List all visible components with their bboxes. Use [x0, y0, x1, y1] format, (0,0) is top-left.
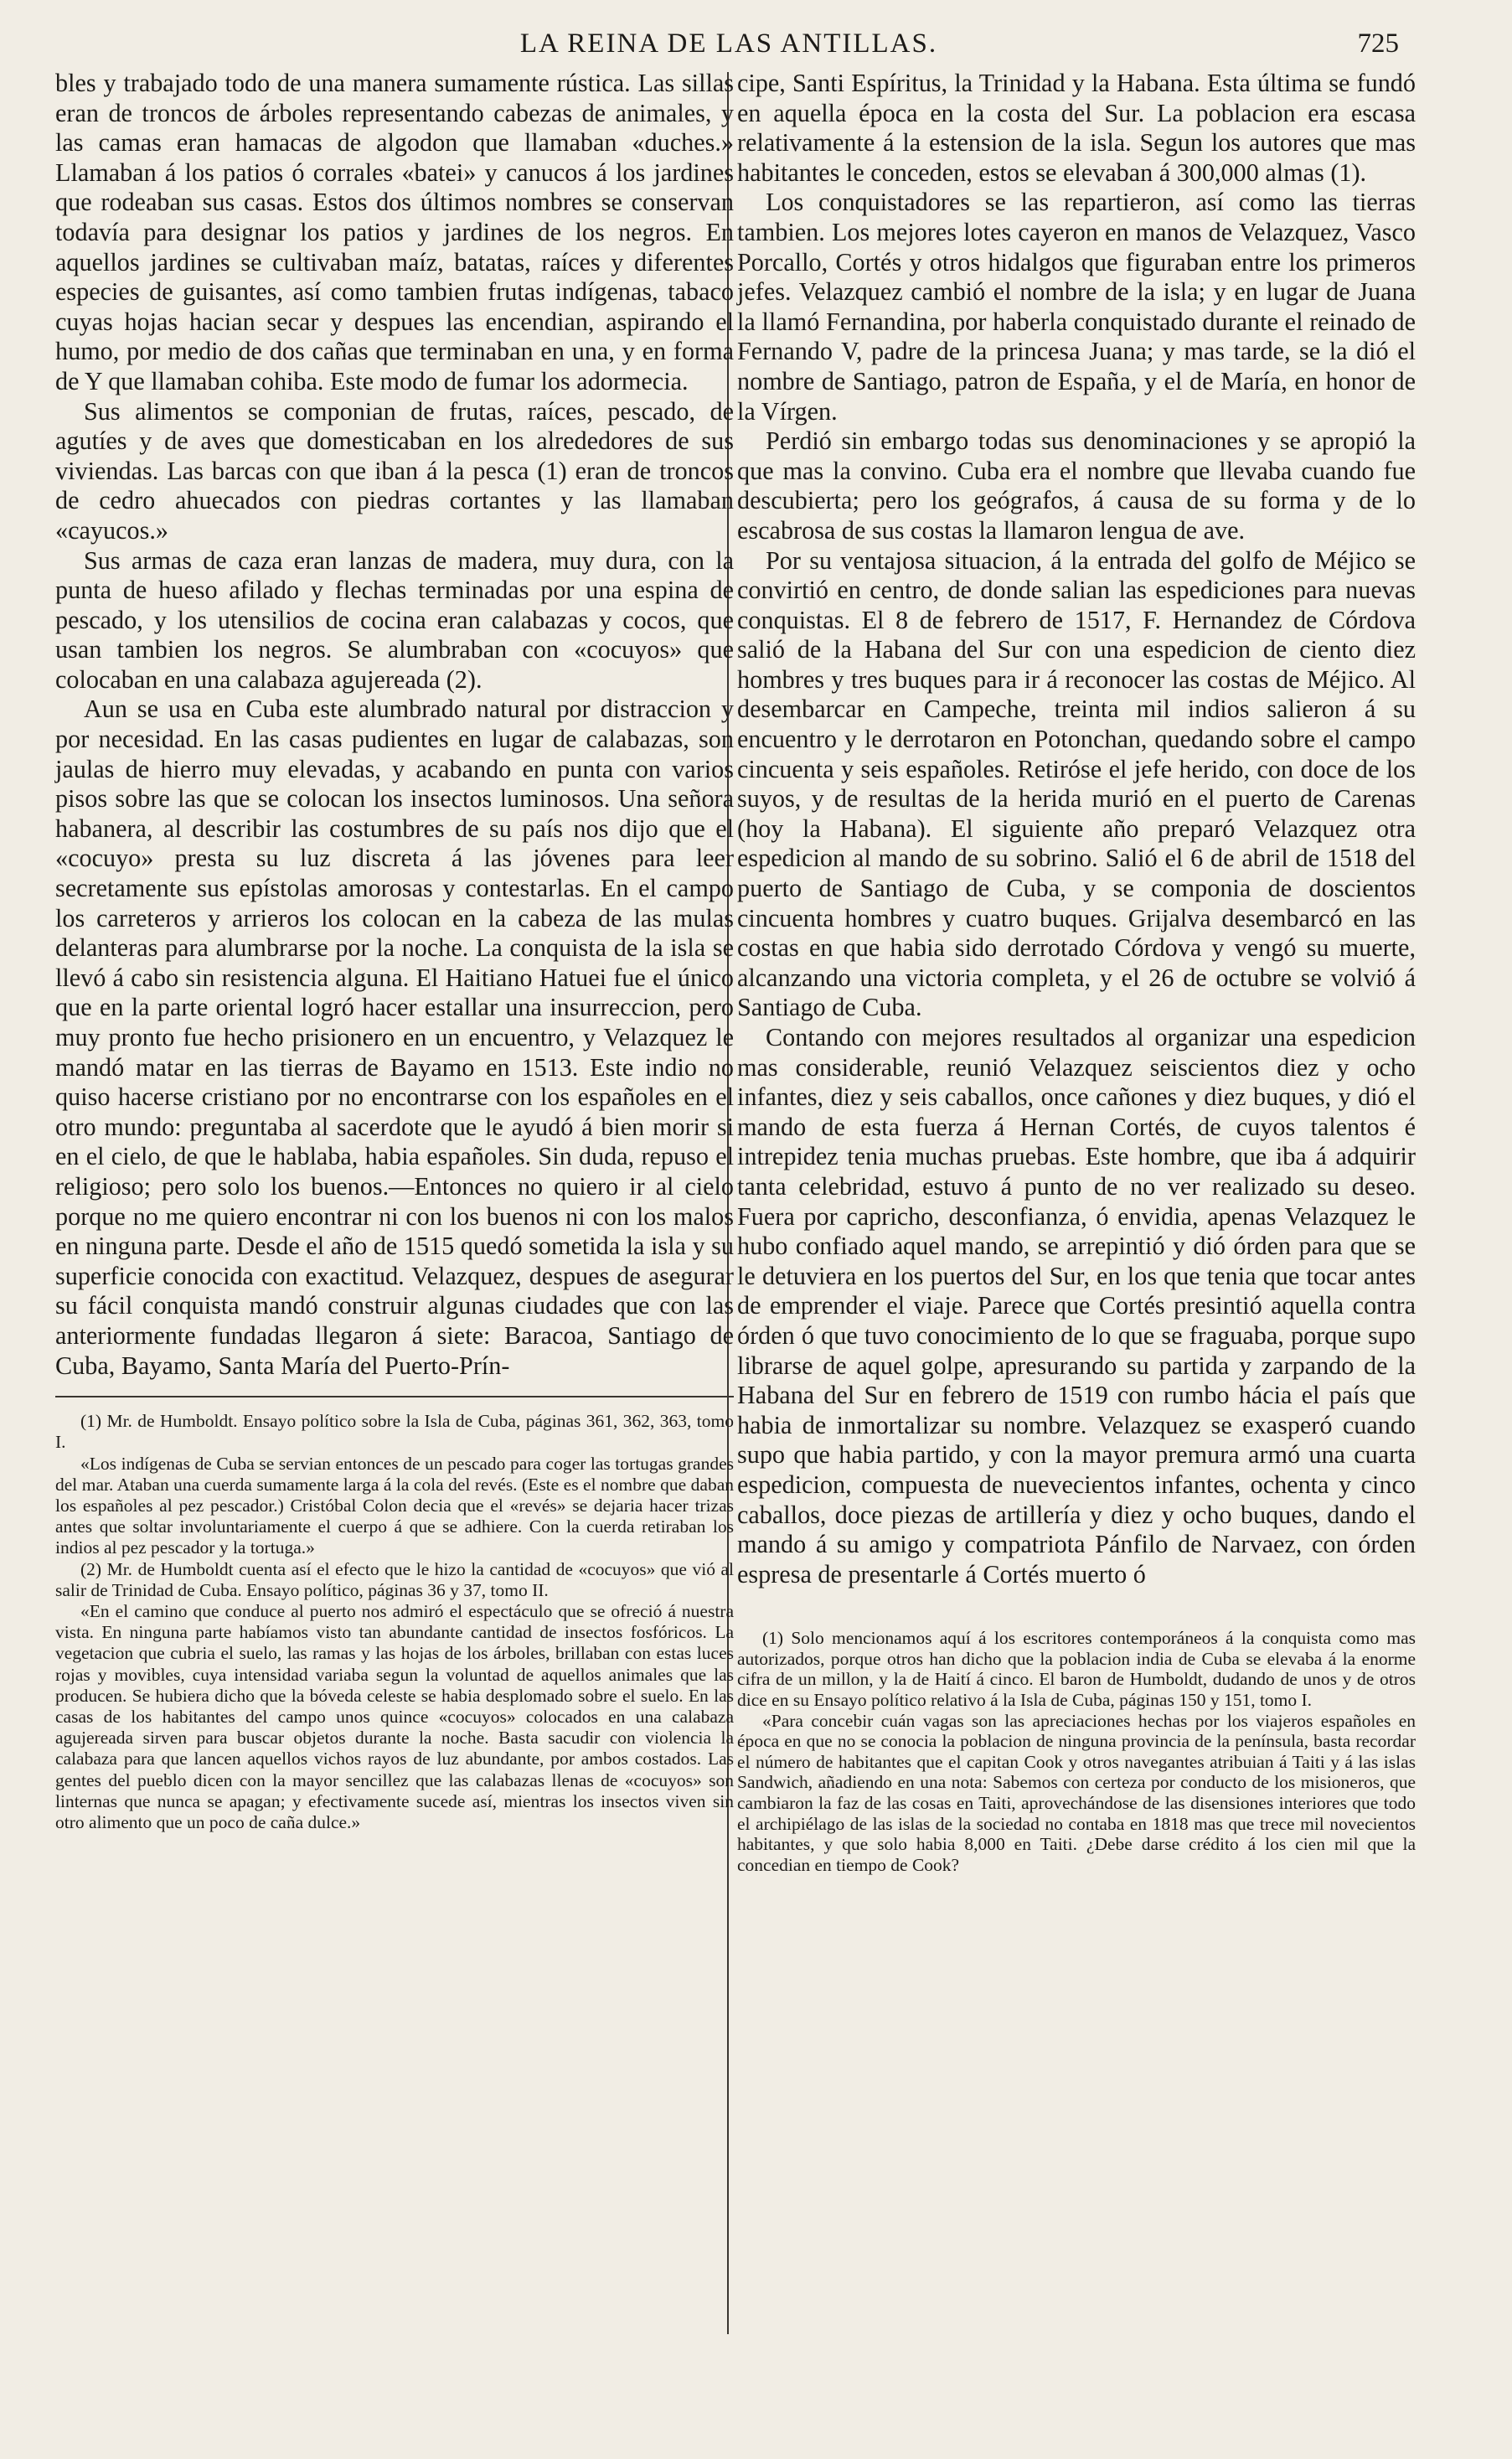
- paragraph: Los conquistadores se las repartieron, así como las tierras tambien. Los mejores lotes cayeron en manos de Velazquez, Vasco Porcallo, Cortés y otros hidalgos que figuraban entre los primeros jefes. Velazquez cambió el nombre de la isla; y en lugar de Juana la llamó Fernandina, por haberla conquistado durante el reinado de Fernando V, padre de la princesa Juana; y mas tarde, se la dió el nombre de Santiago, patron de España, y el de María, en honor de la Vírgen.: [737, 188, 1416, 426]
- right-body-text: [737, 69, 1416, 1589]
- paragraph: Sus armas de caza eran lanzas de madera, muy dura, con la punta de hueso afilado y flechas terminadas por una espina de pescado, y los utensilios de cocina eran calabazas y cocos, que usan tambien los negros. Se alumbraban con «cocuyos» que colocaban en una calabaza agujereada (2).: [55, 545, 734, 694]
- page-number: 725: [1357, 28, 1399, 59]
- left-body-text: [55, 69, 734, 1381]
- paragraph: bles y trabajado todo de una manera sumamente rústica. Las sillas eran de troncos de árboles representando cabezas de animales, y las camas eran hamacas de algodon que llamaban «duches.» Llamaban á los patios ó corrales «batei» y canucos á los jardines que rodeaban sus casas. Estos dos últimos nombres se conservan todavía para designar los patios y jardines de los negros. En aquellos jardines se cultivaban maíz, batatas, raíces y diferentes especies de guisantes, así como tambien frutas indígenas, tabaco cuyas hojas hacian secar y despues las encendian, aspirando el humo, por medio de dos cañas que terminaban en una, y en forma de Y que llamaban cohiba. Este modo de fumar los adormecia.: [55, 69, 734, 395]
- footnote: (2) Mr. de Humboldt cuenta así el efecto que le hizo la cantidad de «cocuyos» que vió al salir de Trinidad de Cuba. Ensayo político, páginas 36 y 37, tomo II.: [55, 1558, 734, 1600]
- footnote: «Para concebir cuán vagas son las apreciaciones hechas por los viajeros españoles en época en que no se conocia la poblacion de ninguna provincia de la península, basta recordar el número de habitantes que el capitan Cook y otros navegantes atribuian á Taiti y á las islas Sandwich, añadiendo en una nota: Sabemos con certeza por conducto de los misioneros, que cambiaron la faz de las cosas en Taiti, aprovechándose de las disensiones interiores que todo el archipiélago de las islas de la sociedad no contaba en 1818 mas que trece mil novecientos habitantes, y que solo habia 8,000 en Taiti. ¿Debe darse crédito á los cien mil que la concedian en tiempo de Cook?: [737, 1710, 1416, 1875]
- paragraph: Contando con mejores resultados al organizar una espedicion mas considerable, reunió Velazquez seiscientos diez y ocho infantes, diez y seis caballos, once cañones y diez buques, y dió el mando de esta fuerza á Hernan Cortés, de cuyos talentos é intrepidez tenia muchas pruebas. Este hombre, que iba á adquirir tanta celebridad, estuvo á punto de no ver realizado su deseo. Fuera por capricho, desconfianza, ó envidia, apenas Velazquez le hubo confiado aquel mando, se arrepintió y dió órden para que se le detuviera en los puertos del Sur, en los que tenia que tocar antes de emprender el viaje. Parece que Cortés presintió aquella contra órden ó que tuvo conocimiento de lo que se fraguaba, porque supo librarse de aquel golpe, apresurando su partida y zarpando de la Habana del Sur en febrero de 1519 con rumbo hácia el país que habia de inmortalizar su nombre. Velazquez se exasperó cuando supo que habia partido, y con la mayor premura armó una cuarta espedicion, compuesta de nuevecientos infantes, ochenta y cinco caballos, doce piezas de artillería y diez y ocho buques, dando el mando á su amigo y compatriota Pánfilo de Narvaez, con órden espresa de presentarle á Cortés muerto ó: [737, 1023, 1416, 1589]
- footnote: (1) Solo mencionamos aquí á los escritores contemporáneos á la conquista como mas autorizados, porque otros han dicho que la poblacion india de Cuba se elevaba á la enorme cifra de un millon, y la de Haití á cinco. El baron de Humboldt, dudando de unos y de otros dice en su Ensayo político relativo á la Isla de Cuba, páginas 150 y 151, tomo I.: [737, 1628, 1416, 1711]
- footnote: «En el camino que conduce al puerto nos admiró el espectáculo que se ofreció á nuestra vista. En ninguna parte habíamos visto tan abundante cantidad de insectos fosfóricos. La vegetacion que cubria el suelo, las ramas y las hojas de los árboles, brillaban con estas luces rojas y movibles, cuya intensidad variaba segun la voluntad de aquellos animales que las producen. Se hubiera dicho que la bóveda celeste se habia desplomado sobre el suelo. En las casas de los habitantes del campo unos quince «cocuyos» colocados en una calabaza agujereada sirven para buscar objetos durante la noche. Basta sacudir con violencia la calabaza para que lancen aquellos vichos rayos de luz abundante, por ambos costados. Las gentes del pueblo dicen con la mayor sencillez que las calabazas llenas de «cocuyos» son linternas que nunca se apagan; y efectivamente sucede así, mientras los insectos viven sin otro alimento que un poco de caña dulce.»: [55, 1600, 734, 1832]
- right-column: [737, 69, 1416, 1875]
- paragraph: Por su ventajosa situacion, á la entrada del golfo de Méjico se convirtió en centro, de donde salian las espediciones para nuevas conquistas. El 8 de febrero de 1517, F. Hernandez de Córdova salió de la Habana del Sur con una espedicion de ciento diez hombres y tres buques para ir á reconocer las costas de Méjico. Al desembarcar en Campeche, treinta mil indios salieron á su encuentro y le derrotaron en Potonchan, quedando sobre el campo cincuenta y seis españoles. Retiróse el jefe herido, con doce de los suyos, y de resultas de la herida murió en el puerto de Carenas (hoy la Habana). El siguiente año preparó Velazquez otra espedicion al mando de su sobrino. Salió el 6 de abril de 1518 del puerto de Santiago de Cuba, y se componia de doscientos cincuenta hombres y cuatro buques. Grijalva desembarcó en las costas en que habia sido derrotado Córdova y vengó su muerte, alcanzando una victoria completa, y el 26 de octubre se volvió á Santiago de Cuba.: [737, 545, 1416, 1022]
- footnote: (1) Mr. de Humboldt. Ensayo político sobre la Isla de Cuba, páginas 361, 362, 363, tomo I.: [55, 1411, 734, 1453]
- footnote: «Los indígenas de Cuba se servian entonces de un pescado para coger las tortugas grandes del mar. Ataban una cuerda sumamente larga á la cola del revés. (Este es el nombre que daban los españoles al pez pescador.) Cristóbal Colon decia que el «revés» se dejaria hacer trizas antes que soltar involuntariamente el cuerpo á que se adhiere. Con la cuerda retiraban los indios al pez pescador y la tortuga.»: [55, 1453, 734, 1558]
- right-footnotes: [737, 1628, 1416, 1875]
- page-header: [59, 28, 1399, 62]
- footnote-rule: [55, 1396, 734, 1397]
- paragraph: cipe, Santi Espíritus, la Trinidad y la Habana. Esta última se fundó en aquella época en la costa del Sur. La poblacion era escasa relativamente á la estension de la isla. Segun los autores que mas habitantes le conceden, estos se elevaban á 300,000 almas (1).: [737, 69, 1416, 187]
- left-footnotes: [55, 1411, 734, 1833]
- left-column: [55, 69, 734, 1833]
- paragraph: Aun se usa en Cuba este alumbrado natural por distraccion y por necesidad. En las casas pudientes en lugar de calabazas, son jaulas de hierro muy elevadas, y acabando en punta con varios pisos sobre las que se colocan los insectos luminosos. Una señora habanera, al describir las costumbres de su país nos dijo que el «cocuyo» presta su luz discreta á las jóvenes para leer secretamente sus epístolas amorosas y contestarlas. En el campo los carreteros y arrieros los colocan en la cabeza de las mulas delanteras para alumbrarse por la noche. La conquista de la isla se llevó á cabo sin resistencia alguna. El Haitiano Hatuei fue el único que en la parte oriental logró hacer estallar una insurreccion, pero muy pronto fue hecho prisionero en un encuentro, y Velazquez le mandó matar en las tierras de Bayamo en 1513. Este indio no quiso hacerse cristiano por no encontrarse con los españoles en el otro mundo: preguntaba al sacerdote que le ayudó á bien morir si en el cielo, de que le hablaba, habia españoles. Sin duda, repuso el religioso; pero solo los buenos.—Entonces no quiero ir al cielo porque no me quiero encontrar ni con los buenos ni con los malos en ninguna parte. Desde el año de 1515 quedó sometida la isla y su superficie conocida con exactitud. Velazquez, despues de asegurar su fácil conquista mandó construir algunas ciudades que con las anteriormente fundadas llegaron á siete: Baracoa, Santiago de Cuba, Bayamo, Santa María del Puerto-Prín-: [55, 695, 734, 1380]
- paragraph: Perdió sin embargo todas sus denominaciones y se apropió la que mas la convino. Cuba era el nombre que llevaba cuando fue descubierta; pero los geógrafos, á causa de su forma y de lo escabrosa de sus costas la llamaron lengua de ave.: [737, 426, 1416, 545]
- running-title: LA REINA DE LAS ANTILLAS.: [519, 28, 938, 59]
- paragraph: Sus alimentos se componian de frutas, raíces, pescado, de agutíes y de aves que domesticaban en los alrededores de sus viviendas. Las barcas con que iban á la pesca (1) eran de troncos de cedro ahuecados con piedras cortantes y las llamaban «cayucos.»: [55, 396, 734, 545]
